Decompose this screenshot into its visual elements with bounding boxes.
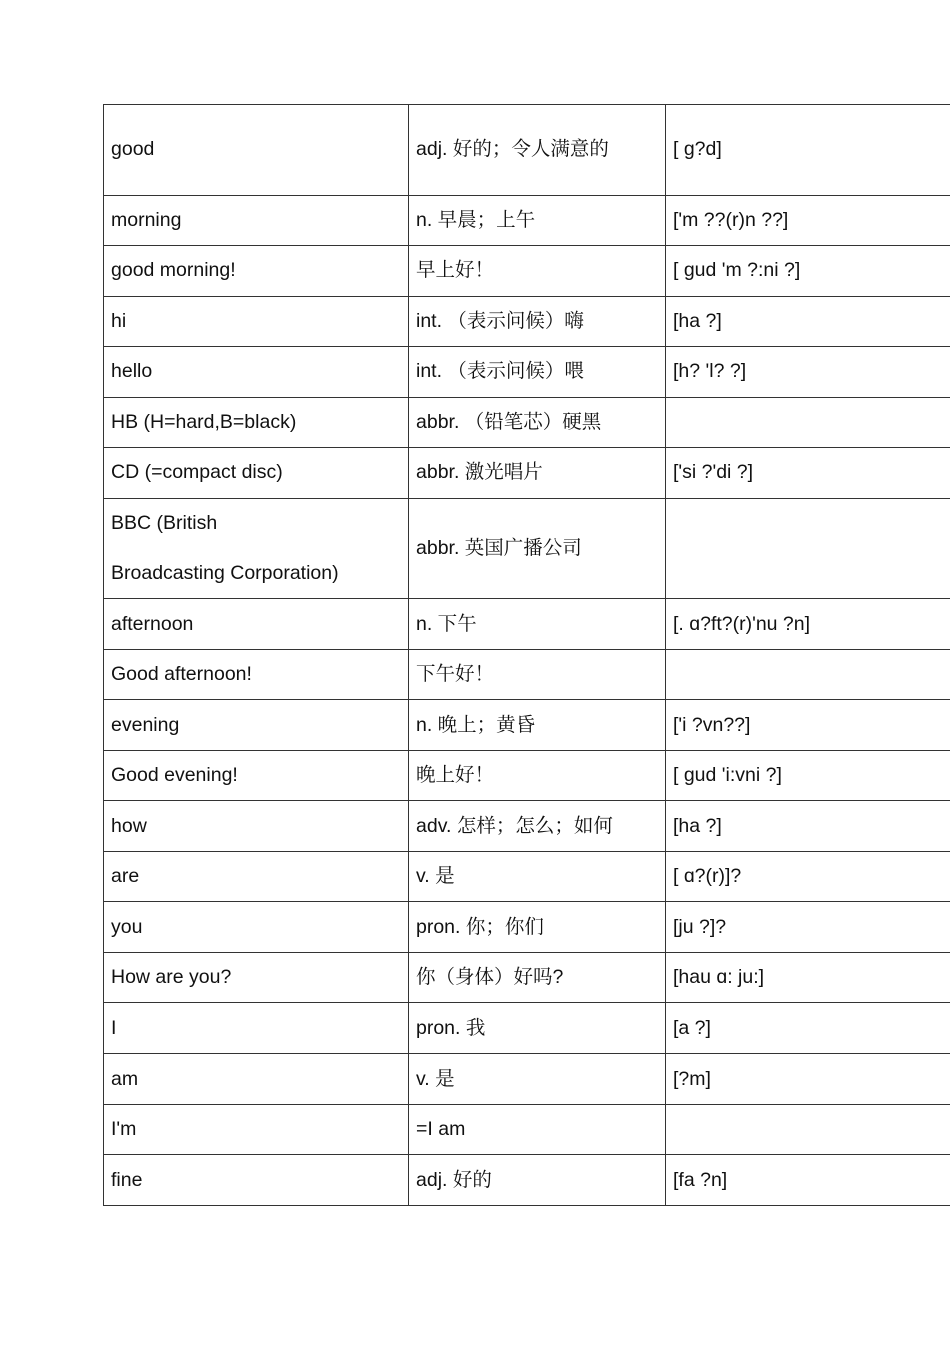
table-row — [104, 852, 950, 902]
table-row — [104, 297, 950, 347]
table-row — [104, 1155, 950, 1206]
meaning-cell: abbr. 英国广播公司 — [409, 499, 666, 599]
phonetic-cell: [ ɡud 'm ?:ni ?] — [666, 246, 950, 297]
phonetic-cell: ['m ??(r)n ??] — [666, 196, 950, 246]
meaning-cell: adj. 好的；令人满意的 — [409, 105, 666, 196]
phonetic-cell: [. ɑ?ft?(r)'nu ?n] — [666, 599, 950, 650]
meaning-cell: int. （表示问候）喂 — [409, 347, 666, 398]
vocabulary-table — [103, 104, 950, 1206]
table-row — [104, 953, 950, 1003]
meaning-cell: adv. 怎样；怎么；如何 — [409, 801, 666, 852]
table-row — [104, 1105, 950, 1155]
meaning-cell: 你（身体）好吗? — [409, 953, 666, 1003]
phonetic-cell — [666, 398, 950, 448]
phonetic-cell: [a ?] — [666, 1003, 950, 1054]
word-cell: Good afternoon! — [104, 650, 409, 700]
table-row — [104, 599, 950, 650]
table-row — [104, 448, 950, 499]
phonetic-cell — [666, 1105, 950, 1155]
word-cell: afternoon — [104, 599, 409, 650]
phonetic-cell: [ha ?] — [666, 801, 950, 852]
word-cell: I — [104, 1003, 409, 1054]
word-line-2: Broadcasting Corporation) — [111, 561, 339, 584]
word-cell: I'm — [104, 1105, 409, 1155]
phonetic-cell: [fa ?n] — [666, 1155, 950, 1206]
word-cell: are — [104, 852, 409, 902]
phonetic-cell: [ ɑ?(r)]? — [666, 852, 950, 902]
table-row — [104, 196, 950, 246]
meaning-cell: adj. 好的 — [409, 1155, 666, 1206]
meaning-cell: 晚上好！ — [409, 751, 666, 801]
table-row — [104, 902, 950, 953]
meaning-cell: n. 晚上；黄昏 — [409, 700, 666, 751]
word-cell — [104, 499, 409, 599]
meaning-cell: 下午好！ — [409, 650, 666, 700]
meaning-cell: int. （表示问候）嗨 — [409, 297, 666, 347]
phonetic-cell — [666, 650, 950, 700]
meaning-cell: pron. 你；你们 — [409, 902, 666, 953]
table-row — [104, 751, 950, 801]
word-cell: hello — [104, 347, 409, 398]
meaning-cell: v. 是 — [409, 1054, 666, 1105]
phonetic-cell: ['i ?vn??] — [666, 700, 950, 751]
meaning-cell: n. 早晨；上午 — [409, 196, 666, 246]
word-cell: evening — [104, 700, 409, 751]
word-cell: morning — [104, 196, 409, 246]
phonetic-cell: [ha ?] — [666, 297, 950, 347]
meaning-cell: abbr. （铅笔芯）硬黑 — [409, 398, 666, 448]
table-row — [104, 398, 950, 448]
word-cell: am — [104, 1054, 409, 1105]
word-cell: good — [104, 105, 409, 196]
phonetic-cell: [hau ɑ: ju:] — [666, 953, 950, 1003]
phonetic-cell: [?m] — [666, 1054, 950, 1105]
word-cell: How are you? — [104, 953, 409, 1003]
meaning-cell: abbr. 激光唱片 — [409, 448, 666, 499]
table-row — [104, 347, 950, 398]
table-row — [104, 700, 950, 751]
phonetic-cell — [666, 499, 950, 599]
word-cell: HB (H=hard,B=black) — [104, 398, 409, 448]
table-row — [104, 246, 950, 297]
phonetic-cell: [ ɡud 'i:vni ?] — [666, 751, 950, 801]
phonetic-cell: [ ɡ?d] — [666, 105, 950, 196]
word-cell: Good evening! — [104, 751, 409, 801]
phonetic-cell: [h? 'l? ?] — [666, 347, 950, 398]
word-line-1: BBC (British — [111, 512, 218, 534]
phonetic-cell: ['si ?'di ?] — [666, 448, 950, 499]
word-cell: good morning! — [104, 246, 409, 297]
table-row — [104, 499, 950, 599]
meaning-cell: v. 是 — [409, 852, 666, 902]
table-row — [104, 650, 950, 700]
meaning-cell: 早上好！ — [409, 246, 666, 297]
table-row — [104, 105, 950, 196]
word-cell: you — [104, 902, 409, 953]
meaning-cell: =I am — [409, 1105, 666, 1155]
word-cell: hi — [104, 297, 409, 347]
phonetic-cell: [ju ?]? — [666, 902, 950, 953]
table-row — [104, 1054, 950, 1105]
word-cell: CD (=compact disc) — [104, 448, 409, 499]
word-cell: fine — [104, 1155, 409, 1206]
table-row — [104, 1003, 950, 1054]
table-row — [104, 801, 950, 852]
meaning-cell: pron. 我 — [409, 1003, 666, 1054]
meaning-cell: n. 下午 — [409, 599, 666, 650]
word-cell: how — [104, 801, 409, 852]
